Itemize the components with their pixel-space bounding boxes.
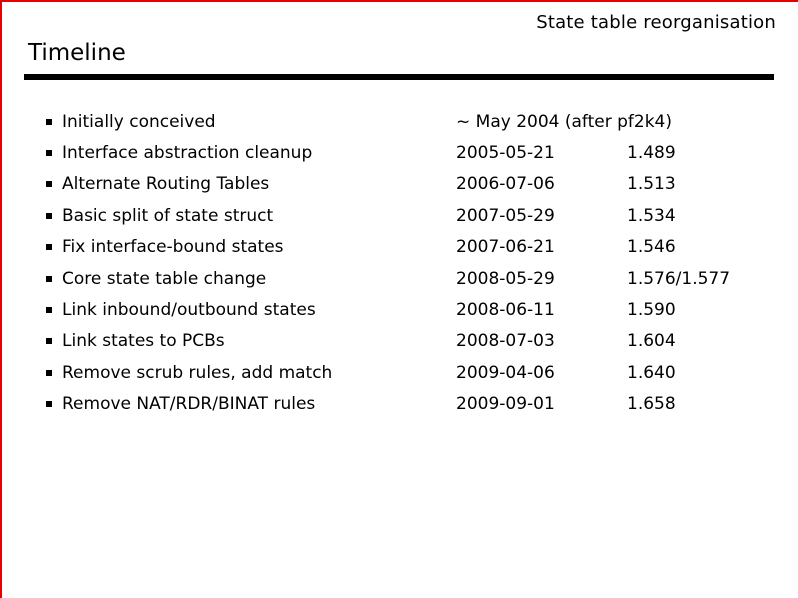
timeline-item-version: 1.513: [627, 174, 676, 195]
bullet-icon: [46, 370, 52, 376]
timeline-row: [46, 106, 786, 137]
timeline-item-date: 2005-05-21: [456, 143, 555, 164]
timeline-item-label: Alternate Routing Tables: [62, 174, 270, 195]
slide-left-border: [0, 0, 2, 598]
timeline-row: [46, 169, 786, 200]
bullet-icon: [46, 181, 52, 187]
timeline-item-date: 2008-07-03: [456, 331, 555, 352]
timeline-item-version: 1.489: [627, 143, 676, 164]
slide-header-title: State table reorganisation: [536, 12, 776, 33]
bullet-icon: [46, 401, 52, 407]
timeline-item-label: Initially conceived: [62, 111, 216, 132]
timeline-item-date: ~ May 2004 (after pf2k4): [456, 111, 673, 132]
timeline-item-label: Core state table change: [62, 268, 267, 289]
bullet-icon: [46, 213, 52, 219]
timeline-item-version: 1.546: [627, 237, 676, 258]
timeline-row: [46, 389, 786, 420]
bullet-icon: [46, 244, 52, 250]
timeline-item-label: Basic split of state struct: [62, 205, 274, 226]
bullet-icon: [46, 276, 52, 282]
timeline-row: [46, 232, 786, 263]
timeline-item-date: 2007-06-21: [456, 237, 555, 258]
timeline-item-version: 1.604: [627, 331, 676, 352]
timeline-row: [46, 137, 786, 168]
timeline-item-date: 2008-06-11: [456, 300, 555, 321]
timeline-item-date: 2007-05-29: [456, 205, 555, 226]
timeline-item-version: 1.576/1.577: [627, 268, 731, 289]
bullet-icon: [46, 150, 52, 156]
timeline-item-label: Interface abstraction cleanup: [62, 143, 313, 164]
timeline-item-date: 2006-07-06: [456, 174, 555, 195]
timeline-row: [46, 326, 786, 357]
title-underline-rule: [24, 74, 774, 80]
timeline-item-date: 2008-05-29: [456, 268, 555, 289]
timeline-row: [46, 200, 786, 231]
timeline-row: [46, 294, 786, 325]
bullet-icon: [46, 307, 52, 313]
timeline-item-label: Fix interface-bound states: [62, 237, 284, 258]
timeline-item-version: 1.658: [627, 394, 676, 415]
bullet-icon: [46, 338, 52, 344]
timeline-item-version: 1.640: [627, 362, 676, 383]
page-title: Timeline: [28, 40, 126, 66]
timeline-row: [46, 357, 786, 388]
timeline-item-label: Remove NAT/RDR/BINAT rules: [62, 394, 316, 415]
timeline-item-date: 2009-04-06: [456, 362, 555, 383]
bullet-icon: [46, 119, 52, 125]
timeline-list: [46, 106, 786, 420]
timeline-item-label: Remove scrub rules, add match: [62, 362, 333, 383]
slide-top-border: [0, 0, 798, 2]
timeline-item-label: Link inbound/outbound states: [62, 300, 316, 321]
timeline-item-version: 1.534: [627, 205, 676, 226]
timeline-row: [46, 263, 786, 294]
timeline-item-date: 2009-09-01: [456, 394, 555, 415]
timeline-item-version: 1.590: [627, 300, 676, 321]
timeline-item-label: Link states to PCBs: [62, 331, 225, 352]
